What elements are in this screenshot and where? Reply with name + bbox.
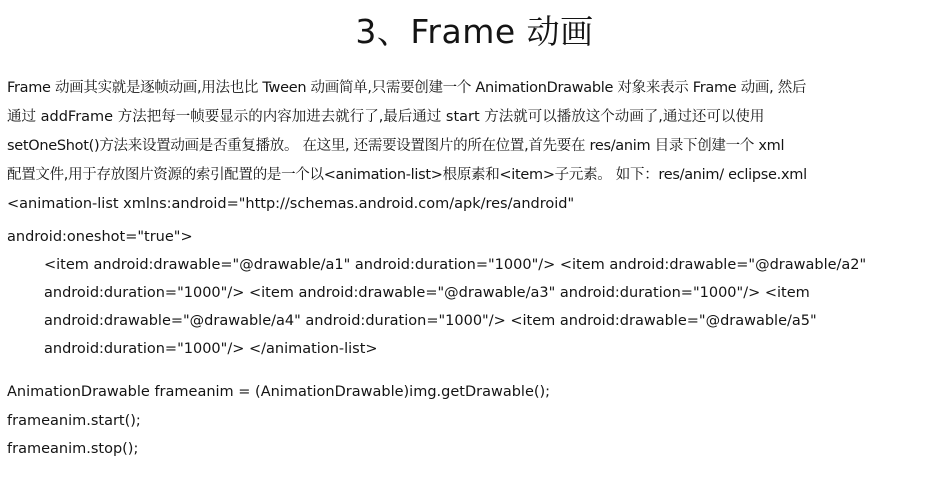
paragraph-line: 通过 addFrame 方法把每一帧要显示的内容加进去就行了,最后通过 start 方法就可以播放这个动画了,通过还可以使用 bbox=[7, 109, 765, 125]
xml-code-block bbox=[7, 223, 943, 363]
paragraph-line: setOneShot()方法来设置动画是否重复播放。 在这里, 还需要设置图片的所在位置,首先要在 res/anim 目录下创建一个 xml bbox=[7, 138, 785, 154]
intro-paragraph bbox=[7, 74, 943, 219]
xml-line-indented: <item android:drawable="@drawable/a1" android:duration="1000"/> <item android:drawable="@drawable/a2" bbox=[44, 257, 867, 273]
xml-line-indented: android:drawable="@drawable/a4" android:duration="1000"/> <item android:drawable="@drawable/a5" bbox=[44, 313, 817, 329]
xml-line-indented: android:duration="1000"/> </animation-list> bbox=[44, 341, 378, 357]
xml-line-indented: android:duration="1000"/> <item android:drawable="@drawable/a3" android:duration="1000"/> <item bbox=[44, 285, 810, 301]
page-title: 3、Frame 动画 bbox=[355, 12, 594, 51]
paragraph-line: <animation-list xmlns:android="http://schemas.android.com/apk/res/android" bbox=[7, 196, 575, 212]
paragraph-line: Frame 动画其实就是逐帧动画,用法也比 Tween 动画简单,只需要创建一个 AnimationDrawable 对象来表示 Frame 动画, 然后 bbox=[7, 80, 807, 96]
java-code-block bbox=[7, 378, 943, 464]
code-line: frameanim.start(); bbox=[7, 412, 141, 429]
paragraph-line: 配置文件,用于存放图片资源的索引配置的是一个以<animation-list>根原素和<item>子元素。 如下：res/anim/ eclipse.xml bbox=[7, 167, 807, 183]
xml-line: android:oneshot="true"> bbox=[7, 229, 193, 245]
code-line: AnimationDrawable frameanim = (AnimationDrawable)img.getDrawable(); bbox=[7, 384, 551, 400]
code-line: frameanim.stop(); bbox=[7, 441, 139, 457]
